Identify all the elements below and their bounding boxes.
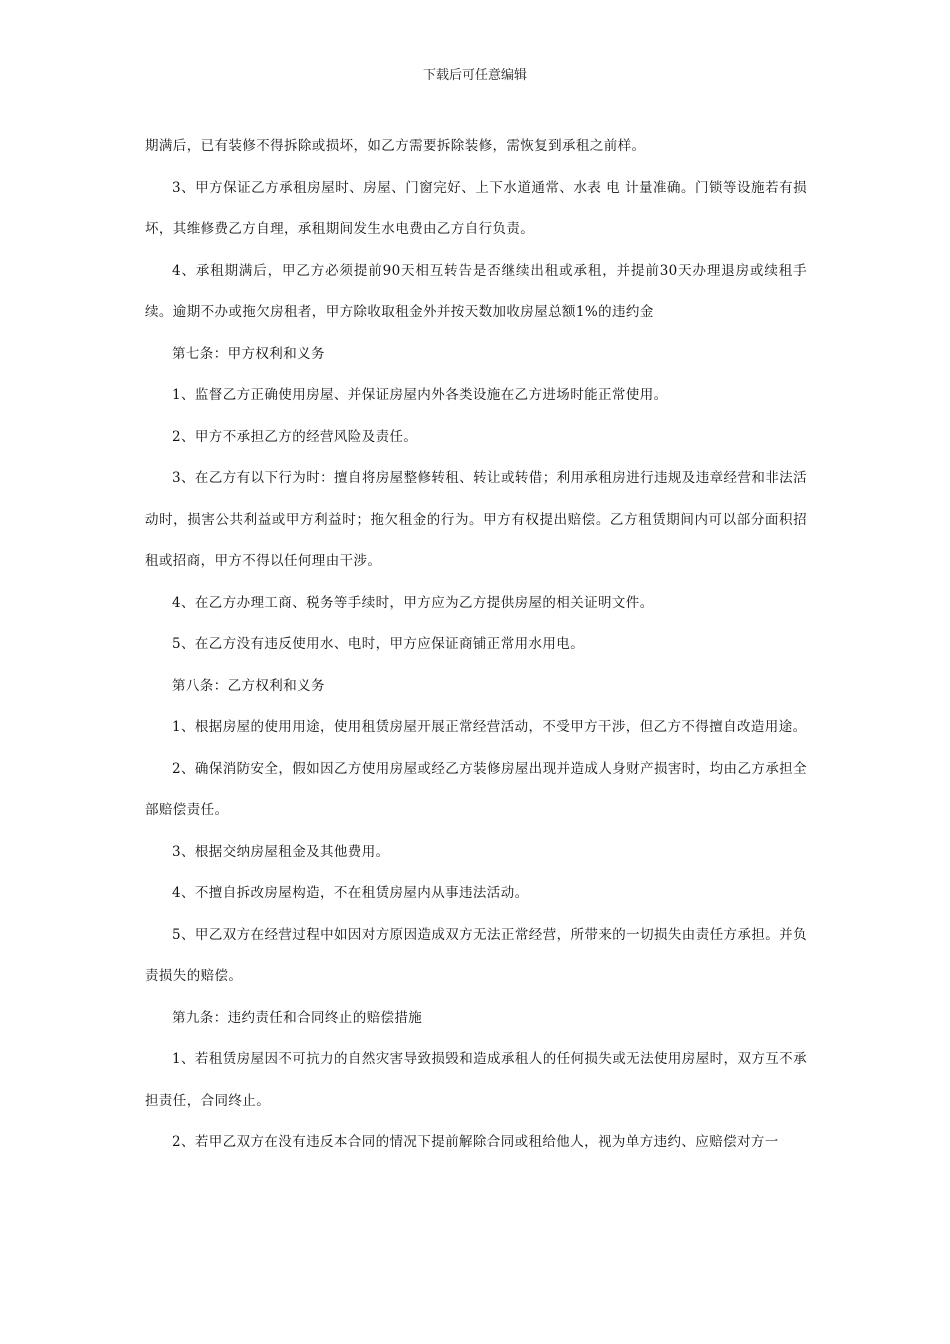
paragraph: 2、确保消防安全，假如因乙方使用房屋或经乙方装修房屋出现并造成人身财产损害时，均由乙方承担全部赔偿责任。 — [145, 760, 807, 818]
paragraph: 1、根据房屋的使用用途，使用租赁房屋开展正常经营活动，不受甲方干涉，但乙方不得擅自改造用途。 — [172, 719, 807, 735]
paragraph: 1、监督乙方正确使用房屋、并保证房屋内外各类设施在乙方进场时能正常使用。 — [172, 387, 668, 403]
paragraph: 1、若租赁房屋因不可抗力的自然灾害导致损毁和造成承租人的任何损失或无法使用房屋时，双方互不承担责任，合同终止。 — [145, 1051, 807, 1109]
paragraph: 5、甲乙双方在经营过程中如因对方原因造成双方无法正常经营，所带来的一切损失由责任方承担。并负责损失的赔偿。 — [145, 926, 807, 984]
paragraph: 2、甲方不承担乙方的经营风险及责任。 — [172, 428, 418, 445]
section-heading: 第九条：违约责任和合同终止的赔偿措施 — [172, 1009, 423, 1026]
paragraph: 2、若甲乙双方在没有违反本合同的情况下提前解除合同或租给他人，视为单方违约、应赔偿对方一 — [172, 1134, 779, 1150]
document-body — [145, 126, 807, 1164]
page-header: 下载后可任意编辑 — [422, 68, 527, 83]
paragraph: 4、承租期满后，甲乙方必须提前90天相互转告是否继续出租或承租，并提前30天办理退房或续租手续。逾期不办或拖欠房租者，甲方除收取租金外并按天数加收房屋总额1%的违约金 — [145, 262, 807, 320]
paragraph: 4、在乙方办理工商、税务等手续时，甲方应为乙方提供房屋的相关证明文件。 — [172, 594, 654, 611]
paragraph: 期满后，已有装修不得拆除或损坏，如乙方需要拆除装修，需恢复到承租之前样。 — [145, 138, 646, 154]
paragraph: 3、根据交纳房屋租金及其他费用。 — [172, 843, 390, 860]
section-heading: 第八条：乙方权利和义务 — [172, 677, 325, 694]
paragraph: 3、甲方保证乙方承租房屋时、房屋、门窗完好、上下水道通常、水表 电 计量准确。门锁等设施若有损坏，其维修费乙方自理，承租期间发生水电费由乙方自行负责。 — [145, 179, 807, 237]
paragraph: 5、在乙方没有违反使用水、电时，甲方应保证商铺正常用水用电。 — [172, 636, 585, 652]
paragraph: 3、在乙方有以下行为时：擅自将房屋整修转租、转让或转借；利用承租房进行违规及违章经营和非法活动时，损害公共利益或甲方利益时；拖欠租金的行为。甲方有权提出赔偿。乙方租赁期间内可以部分面积招租或招商，甲方不得以任何理由干涉。 — [145, 470, 807, 569]
section-heading: 第七条：甲方权利和义务 — [172, 345, 325, 362]
paragraph: 4、不擅自拆改房屋构造，不在租赁房屋内从事违法活动。 — [172, 885, 529, 901]
